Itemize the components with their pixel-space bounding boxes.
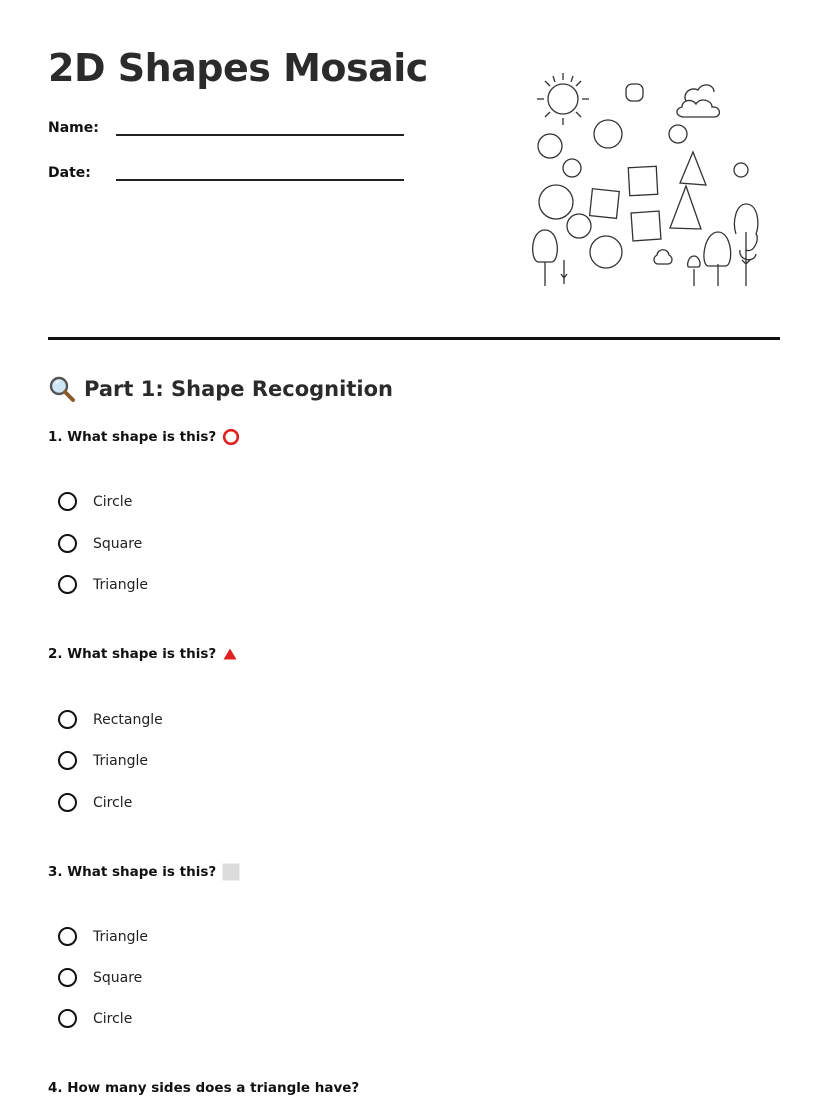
radio-button[interactable] (58, 534, 77, 553)
cloud-icon (677, 100, 720, 117)
q2-option-rectangle[interactable] (58, 710, 163, 729)
name-input-line[interactable] (116, 118, 404, 136)
radio-button[interactable] (58, 575, 77, 594)
option-label: Circle (93, 1010, 133, 1027)
question-1 (48, 428, 240, 446)
question-2-text: 2. What shape is this? (48, 646, 217, 662)
tree-icon (734, 204, 757, 286)
name-label: Name: (48, 120, 99, 136)
q2-option-circle[interactable] (58, 793, 132, 812)
radio-button[interactable] (58, 968, 77, 987)
option-label: Circle (93, 794, 133, 811)
sun-icon (537, 73, 589, 125)
radio-button[interactable] (58, 492, 77, 511)
question-4 (48, 1080, 359, 1096)
tree-icon (688, 256, 700, 286)
radio-button[interactable] (58, 751, 77, 770)
q1-option-square[interactable] (58, 534, 142, 553)
worksheet-title: 2D Shapes Mosaic (48, 46, 428, 90)
q3-option-square[interactable] (58, 968, 142, 987)
tree-icon (704, 232, 731, 286)
option-label: Circle (93, 493, 133, 510)
radio-button[interactable] (58, 710, 77, 729)
part1-title: Part 1: Shape Recognition (84, 377, 393, 401)
question-4-text: 4. How many sides does a triangle have? (48, 1080, 360, 1096)
radio-button[interactable] (58, 927, 77, 946)
radio-button[interactable] (58, 1009, 77, 1028)
q1-option-circle[interactable] (58, 492, 132, 511)
question-2 (48, 646, 238, 662)
q3-option-circle[interactable] (58, 1009, 132, 1028)
q1-option-triangle[interactable] (58, 575, 148, 594)
option-label: Triangle (93, 928, 148, 945)
magnifying-glass-icon (48, 375, 76, 403)
option-label: Rectangle (93, 711, 163, 728)
option-label: Triangle (93, 752, 148, 769)
tree-icon (533, 230, 567, 286)
q2-option-triangle[interactable] (58, 751, 148, 770)
red-triangle-icon (222, 647, 238, 661)
question-3-text: 3. What shape is this? (48, 864, 217, 880)
option-label: Triangle (93, 576, 148, 593)
option-label: Square (93, 969, 143, 986)
part1-heading (48, 375, 393, 403)
date-field (48, 163, 404, 181)
question-1-text: 1. What shape is this? (48, 429, 217, 445)
date-label: Date: (48, 165, 91, 181)
q3-option-triangle[interactable] (58, 927, 148, 946)
gray-square-icon (222, 863, 240, 881)
section-divider (48, 337, 780, 340)
date-input-line[interactable] (116, 163, 404, 181)
radio-button[interactable] (58, 793, 77, 812)
red-circle-outline-icon (222, 428, 240, 446)
option-label: Square (93, 535, 143, 552)
name-field (48, 118, 404, 136)
shapes-scene-illustration (524, 64, 764, 290)
question-3 (48, 863, 240, 881)
